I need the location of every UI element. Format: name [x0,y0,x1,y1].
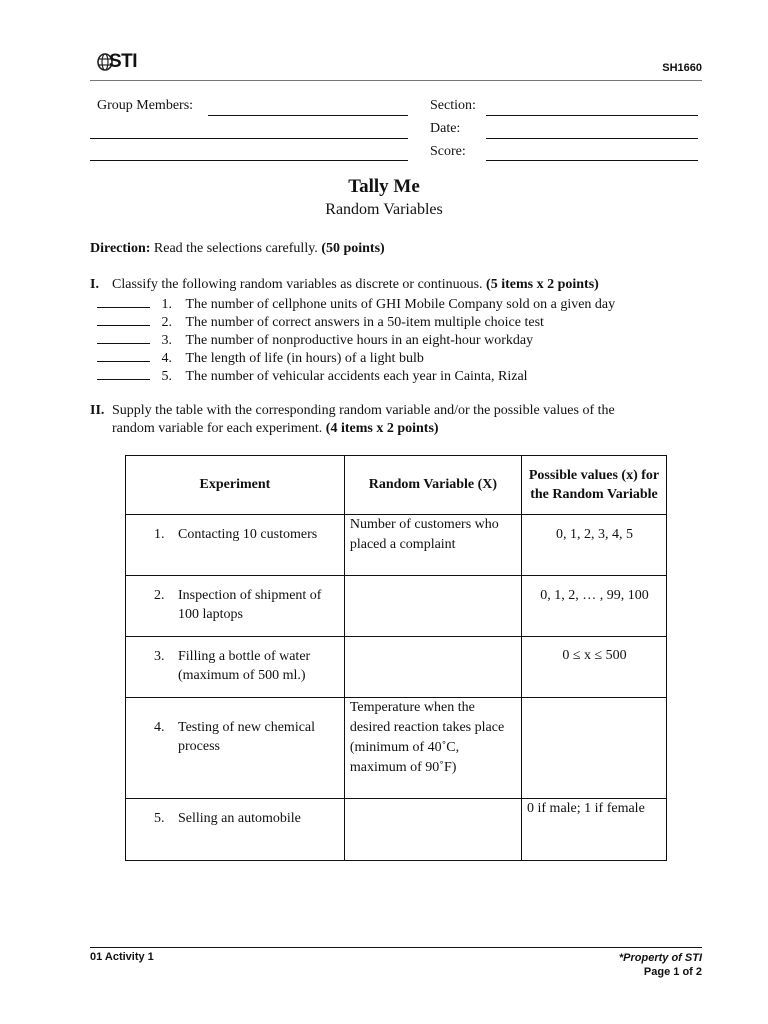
header-random-variable: Random Variable (X) [344,456,521,515]
variable-cell[interactable]: Temperature when the desired reaction takes place (minimum of 40˚C, maximum of 90˚F) [344,698,521,799]
part2-line1: Supply the table with the corresponding random variable and/or the possible values of the [112,403,615,418]
direction [90,241,385,257]
part2-points: (4 items x 2 points) [325,421,439,436]
experiment-cell: 1. Contacting 10 customers [126,515,345,576]
header-possible-values: Possible values (x) for the Random Variable [522,456,667,515]
item-text: The length of life (in hours) of a light bulb [185,351,424,366]
answer-blank-3[interactable] [97,331,150,344]
answer-blank-2[interactable] [97,313,150,326]
list-item: 2. The number of correct answers in a 50-item multiple choice test [97,313,544,331]
sti-logo [97,50,145,74]
table-row [126,515,667,576]
page-subtitle: Random Variables [325,201,443,218]
experiment-cell: 3. Filling a bottle of water (maximum of 500 ml.) [126,637,345,698]
direction-label: Direction: [90,241,151,256]
part2-instruction [90,403,615,419]
footer-right [619,951,702,979]
table-header-row [126,456,667,515]
experiment-table [125,455,667,861]
direction-points: (50 points) [321,241,385,256]
part1-points: (5 items x 2 points) [486,277,599,292]
table-row [126,576,667,637]
item-text: The number of vehicular accidents each year in Cainta, Rizal [185,369,528,384]
date-label: Date: [430,121,461,136]
score-line[interactable] [486,160,698,161]
list-item: 5. The number of vehicular accidents each year in Cainta, Rizal [97,367,528,385]
experiment-cell: 4. Testing of new chemical process [126,698,345,799]
variable-cell[interactable] [344,799,521,861]
answer-blank-4[interactable] [97,349,150,362]
part2-line2: random variable for each experiment. [112,421,323,436]
part2-instruction-cont [112,421,439,437]
group-members-line-1[interactable] [208,115,408,116]
score-label: Score: [430,144,466,159]
part1-numeral: I. [90,277,99,292]
header-divider [90,80,702,81]
variable-cell[interactable] [344,576,521,637]
logo-text: STI [109,51,138,72]
table-row [126,698,667,799]
document-code: SH1660 [662,62,702,74]
section-label: Section: [430,98,476,113]
footer-page-number: Page 1 of 2 [643,966,702,978]
experiment-cell: 2. Inspection of shipment of 100 laptops [126,576,345,637]
group-members-label: Group Members: [97,98,194,113]
values-cell[interactable] [522,698,667,799]
item-text: The number of cellphone units of GHI Mobile Company sold on a given day [185,297,616,312]
table-row [126,637,667,698]
table-row [126,799,667,861]
item-text: The number of nonproductive hours in an eight-hour workday [185,333,534,348]
list-item: 4. The length of life (in hours) of a light bulb [97,349,424,367]
list-item: 3. The number of nonproductive hours in an eight-hour workday [97,331,533,349]
values-cell[interactable]: 0, 1, 2, 3, 4, 5 [522,515,667,576]
part1-text: Classify the following random variables as discrete or continuous. [112,277,483,292]
group-members-line-2[interactable] [90,138,408,139]
footer-divider [90,947,702,948]
footer-property: *Property of STI [618,952,702,964]
values-cell[interactable]: 0 ≤ x ≤ 500 [522,637,667,698]
header-experiment: Experiment [126,456,345,515]
experiment-cell: 5. Selling an automobile [126,799,345,861]
page-title: Tally Me [348,176,420,197]
values-cell[interactable]: 0, 1, 2, … , 99, 100 [522,576,667,637]
group-members-line-3[interactable] [90,160,408,161]
list-item: 1. The number of cellphone units of GHI Mobile Company sold on a given day [97,295,615,313]
part1-instruction [90,277,599,293]
item-text: The number of correct answers in a 50-item multiple choice test [185,315,544,330]
answer-blank-1[interactable] [97,295,150,308]
values-cell[interactable]: 0 if male; 1 if female [522,799,667,861]
part2-numeral: II. [90,403,105,418]
footer-activity: 01 Activity 1 [90,951,154,963]
date-line[interactable] [486,138,698,139]
answer-blank-5[interactable] [97,367,150,380]
variable-cell[interactable] [344,637,521,698]
section-line[interactable] [486,115,698,116]
direction-text: Read the selections carefully. [153,241,318,256]
variable-cell[interactable]: Number of customers who placed a complaint [344,515,521,576]
